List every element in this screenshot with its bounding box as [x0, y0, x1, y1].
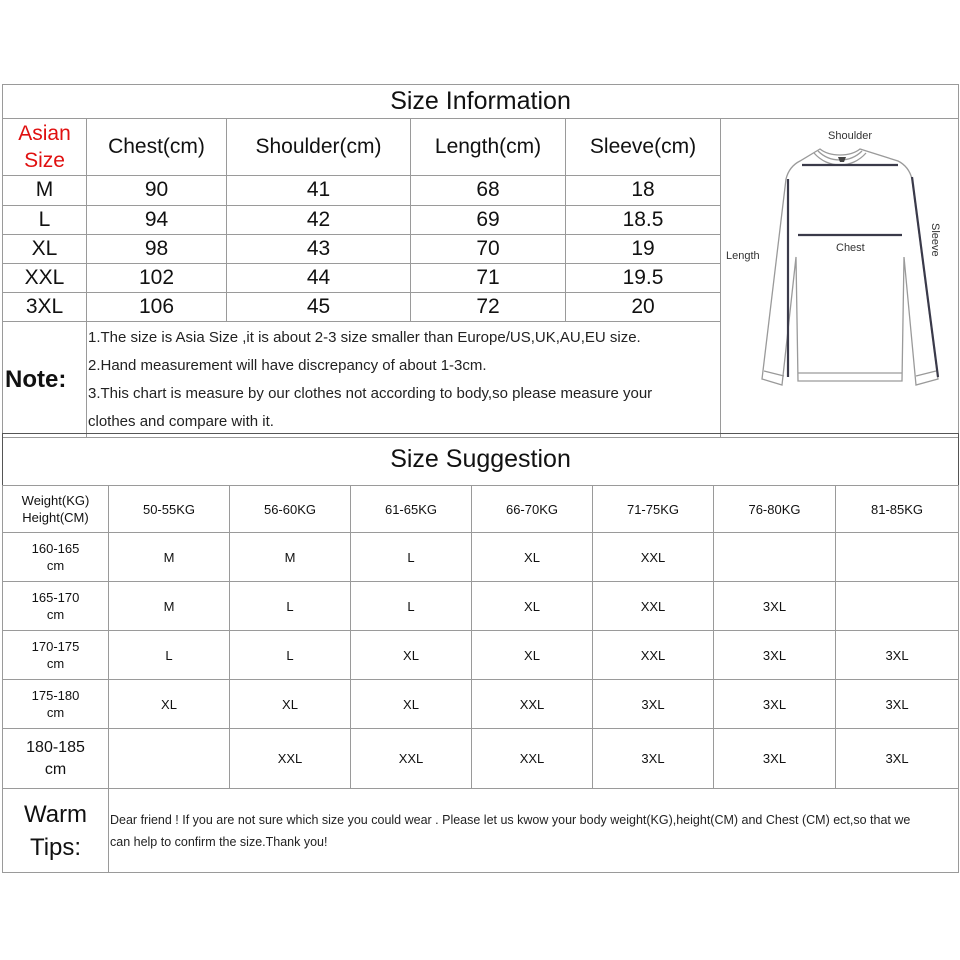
shoulder-value: 45	[227, 293, 411, 322]
warm-tips-line1: Warm	[23, 800, 88, 828]
suggested-size: XL	[351, 680, 472, 729]
chest-value: 102	[87, 263, 227, 292]
diagram-shoulder-label: Shoulder	[827, 130, 872, 142]
corner-height-label: Height(CM)	[22, 510, 89, 525]
height-label	[3, 631, 109, 680]
shoulder-value: 43	[227, 234, 411, 263]
suggested-size: 3XL	[714, 631, 836, 680]
weight-header: 81-85KG	[836, 486, 959, 533]
length-value: 68	[411, 176, 566, 205]
size-suggestion-table	[2, 433, 959, 873]
suggested-size: 3XL	[714, 582, 836, 631]
suggested-size: XL	[472, 533, 593, 582]
size-label: 3XL	[3, 293, 87, 322]
height-row-165-170	[3, 582, 959, 631]
suggested-size: 3XL	[593, 680, 714, 729]
note-text	[87, 322, 721, 438]
height-range: 170-175	[31, 639, 80, 654]
height-row-180-185	[3, 729, 959, 789]
suggested-size: XXL	[593, 533, 714, 582]
height-label	[3, 680, 109, 729]
sleeve-value: 19.5	[566, 263, 721, 292]
size-suggestion-title: Size Suggestion	[3, 434, 959, 486]
shoulder-header: Shoulder(cm)	[227, 119, 411, 176]
size-label: M	[3, 176, 87, 205]
length-header: Length(cm)	[411, 119, 566, 176]
sleeve-value: 20	[566, 293, 721, 322]
suggested-size: XXL	[593, 582, 714, 631]
suggested-size: M	[230, 533, 351, 582]
asian-size-header-line1: Asian	[18, 122, 71, 146]
suggested-size: 3XL	[836, 680, 959, 729]
suggested-size: 3XL	[593, 729, 714, 789]
chest-value: 106	[87, 293, 227, 322]
weight-header: 66-70KG	[472, 486, 593, 533]
note-line-3: 3.This chart is measure by our clothes not according to body,so please measure your	[88, 385, 653, 403]
height-row-170-175	[3, 631, 959, 680]
weight-header: 76-80KG	[714, 486, 836, 533]
sleeve-header: Sleeve(cm)	[566, 119, 721, 176]
suggested-size: 3XL	[714, 729, 836, 789]
garment-diagram-cell	[721, 119, 959, 438]
chest-value: 94	[87, 205, 227, 234]
weight-height-corner	[3, 486, 109, 533]
suggested-size: XXL	[593, 631, 714, 680]
note-line-4: clothes and compare with it.	[88, 413, 274, 431]
suggested-size	[836, 533, 959, 582]
height-range: 160-165	[31, 541, 80, 556]
suggested-size: XL	[472, 582, 593, 631]
height-label	[3, 533, 109, 582]
suggested-size: 3XL	[836, 631, 959, 680]
sleeve-value: 19	[566, 234, 721, 263]
diagram-length-label: Length	[725, 250, 760, 262]
suggested-size: XXL	[472, 680, 593, 729]
warm-tips-line2: Tips:	[29, 833, 82, 861]
warm-tips-text	[109, 789, 959, 873]
asian-size-header	[3, 119, 87, 176]
height-range: 180-185	[26, 738, 85, 756]
height-unit: cm	[44, 760, 67, 778]
suggested-size: XL	[109, 680, 230, 729]
warm-tips-text-line1: Dear friend ! If you are not sure which size you could wear . Please let us kwow your body weight(KG),height(CM) and Chest (CM) ect,so that we	[110, 812, 911, 827]
warm-tips-text-line2: can help to confirm the size.Thank you!	[110, 834, 328, 849]
length-value: 69	[411, 205, 566, 234]
suggested-size: M	[109, 533, 230, 582]
shoulder-value: 41	[227, 176, 411, 205]
shoulder-value: 44	[227, 263, 411, 292]
weight-header: 50-55KG	[109, 486, 230, 533]
sleeve-value: 18	[566, 176, 721, 205]
length-value: 70	[411, 234, 566, 263]
chest-header: Chest(cm)	[87, 119, 227, 176]
size-label: L	[3, 205, 87, 234]
size-information-table	[2, 84, 959, 438]
sleeve-value: 18.5	[566, 205, 721, 234]
size-label: XL	[3, 234, 87, 263]
height-unit: cm	[46, 705, 65, 720]
weight-header: 71-75KG	[593, 486, 714, 533]
suggested-size: L	[351, 582, 472, 631]
suggested-size: XL	[230, 680, 351, 729]
suggested-size: L	[230, 631, 351, 680]
size-label: XXL	[3, 263, 87, 292]
height-range: 165-170	[31, 590, 80, 605]
warm-tips-label	[3, 789, 109, 873]
height-unit: cm	[46, 558, 65, 573]
suggested-size: M	[109, 582, 230, 631]
suggested-size	[836, 582, 959, 631]
note-label: Note:	[3, 322, 87, 438]
length-value: 72	[411, 293, 566, 322]
note-line-1: 1.The size is Asia Size ,it is about 2-3 size smaller than Europe/US,UK,AU,EU size.	[88, 329, 641, 347]
shoulder-value: 42	[227, 205, 411, 234]
weight-header: 56-60KG	[230, 486, 351, 533]
suggested-size: 3XL	[714, 680, 836, 729]
suggested-size: XL	[472, 631, 593, 680]
corner-weight-label: Weight(KG)	[21, 493, 90, 508]
height-unit: cm	[46, 656, 65, 671]
height-label	[3, 729, 109, 789]
diagram-sleeve-label: Sleeve	[928, 223, 941, 257]
suggested-size	[109, 729, 230, 789]
height-label	[3, 582, 109, 631]
suggested-size: XXL	[230, 729, 351, 789]
weight-header: 61-65KG	[351, 486, 472, 533]
collar-tag-icon	[838, 157, 846, 162]
suggested-size: XL	[351, 631, 472, 680]
height-row-160-165	[3, 533, 959, 582]
asian-size-header-line2: Size	[24, 149, 65, 173]
suggested-size: L	[109, 631, 230, 680]
note-line-2: 2.Hand measurement will have discrepancy of about 1-3cm.	[88, 357, 487, 375]
suggested-size: L	[230, 582, 351, 631]
size-information-title: Size Information	[3, 85, 959, 119]
suggested-size: L	[351, 533, 472, 582]
suggested-size: 3XL	[836, 729, 959, 789]
height-unit: cm	[46, 607, 65, 622]
height-row-175-180	[3, 680, 959, 729]
chest-value: 98	[87, 234, 227, 263]
sleeve-measure-line	[912, 177, 938, 377]
chest-value: 90	[87, 176, 227, 205]
length-value: 71	[411, 263, 566, 292]
height-range: 175-180	[31, 688, 80, 703]
diagram-chest-label: Chest	[835, 242, 865, 254]
suggested-size: XXL	[472, 729, 593, 789]
suggested-size: XXL	[351, 729, 472, 789]
suggested-size	[714, 533, 836, 582]
long-sleeve-shirt-diagram	[722, 119, 958, 431]
